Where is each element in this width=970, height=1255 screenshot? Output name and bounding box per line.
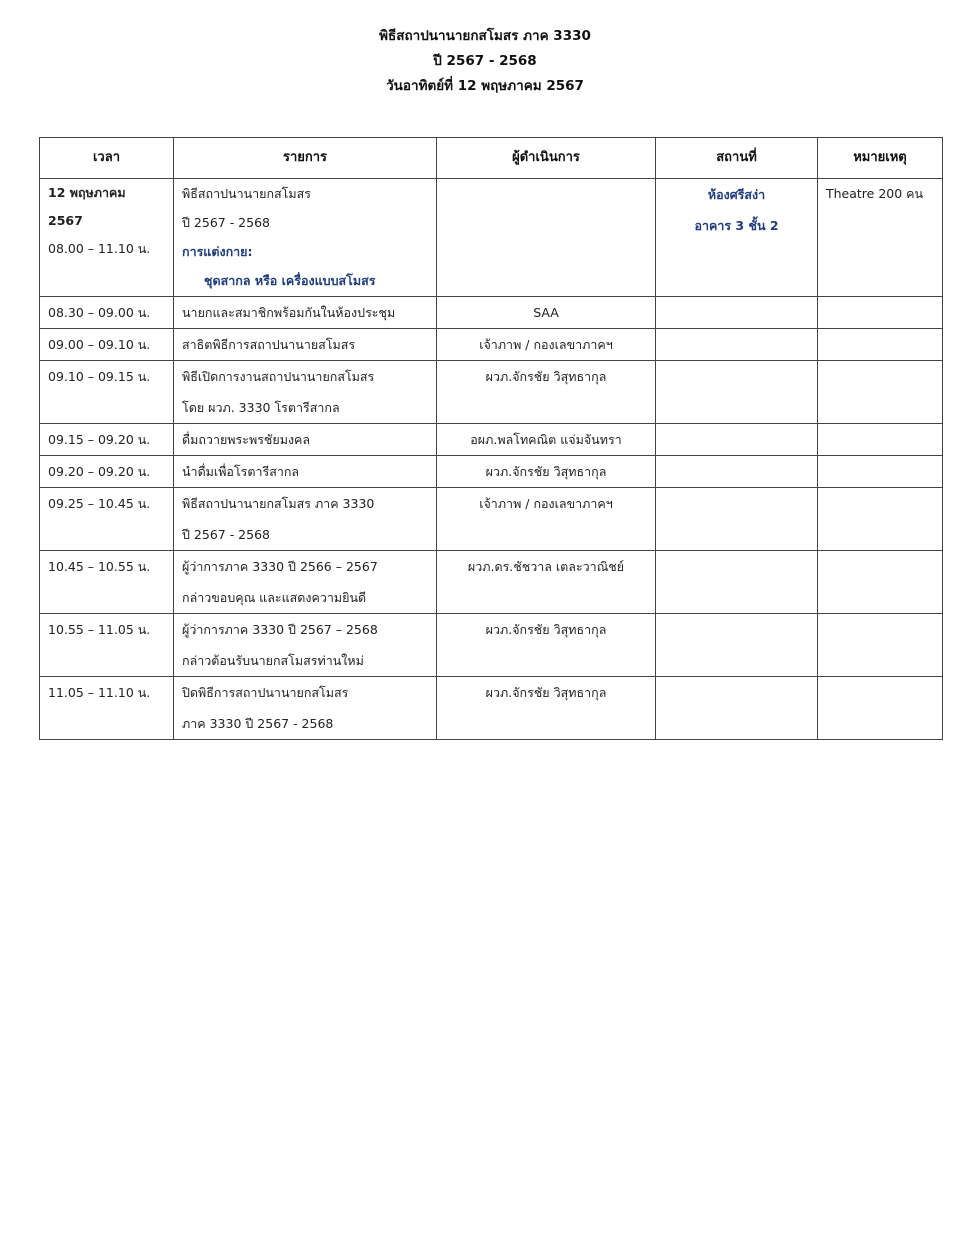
item-cell: [174, 361, 437, 424]
location-cell: [656, 551, 818, 614]
date-line-2: 2567: [48, 213, 83, 228]
title-line-1: พิธีสถาปนานายกสโมสร ภาค 3330: [379, 28, 591, 44]
host-cell: ผวภ.จักรชัย วิสุทธากุล: [437, 361, 656, 424]
table-row: [40, 614, 943, 677]
location-cell: [656, 614, 818, 677]
item-line-2: ปี 2567 - 2568: [182, 527, 270, 542]
note-cell: [818, 677, 943, 740]
host-cell: [437, 179, 656, 297]
location-cell: [656, 424, 818, 456]
host-cell: เจ้าภาพ / กองเลขาภาคฯ: [437, 488, 656, 551]
table-row: [40, 424, 943, 456]
host-cell: ผวภ.ดร.ชัชวาล เตละวาณิชย์: [437, 551, 656, 614]
item-cell: [174, 677, 437, 740]
time-cell: 09.10 – 09.15 น.: [40, 361, 174, 424]
item-cell: [174, 424, 437, 456]
column-header-note: หมายเหตุ: [818, 138, 943, 179]
item-line-2: ปี 2567 - 2568: [182, 215, 270, 230]
item-line-1: พิธีสถาปนานายกสโมสร: [182, 186, 311, 201]
time-cell: 09.20 – 09.20 น.: [40, 456, 174, 488]
location-cell: [656, 456, 818, 488]
dress-code-label: การแต่งกาย:: [182, 244, 253, 259]
document-header: [0, 24, 970, 99]
time-cell: [40, 179, 174, 297]
time-cell: 10.55 – 11.05 น.: [40, 614, 174, 677]
column-header-location: สถานที่: [656, 138, 818, 179]
time-cell: 11.05 – 11.10 น.: [40, 677, 174, 740]
time-cell: 08.30 – 09.00 น.: [40, 297, 174, 329]
item-line-1: ผู้ว่าการภาค 3330 ปี 2566 – 2567: [182, 559, 378, 574]
table-row: [40, 456, 943, 488]
note-cell: [818, 361, 943, 424]
table-row: [40, 488, 943, 551]
table-row: [40, 179, 943, 297]
time-cell: 09.00 – 09.10 น.: [40, 329, 174, 361]
note-cell: [818, 551, 943, 614]
time-range: 08.00 – 11.10 น.: [48, 241, 151, 256]
location-cell: [656, 488, 818, 551]
item-cell: [174, 614, 437, 677]
item-line-2: กล่าวขอบคุณ และแสดงความยินดี: [182, 590, 367, 605]
table-row: [40, 297, 943, 329]
table-header-row: [40, 138, 943, 179]
title-line-2: ปี 2567 - 2568: [433, 53, 537, 69]
table-row: [40, 329, 943, 361]
location-cell: [656, 179, 818, 297]
item-cell: [174, 329, 437, 361]
note-cell: [818, 488, 943, 551]
time-cell: 09.25 – 10.45 น.: [40, 488, 174, 551]
item-cell: [174, 551, 437, 614]
time-cell: 09.15 – 09.20 น.: [40, 424, 174, 456]
table-row: [40, 551, 943, 614]
item-cell: [174, 297, 437, 329]
host-cell: เจ้าภาพ / กองเลขาภาคฯ: [437, 329, 656, 361]
item-cell: [174, 179, 437, 297]
schedule-table: [39, 137, 943, 740]
item-line-1: พิธีสถาปนานายกสโมสร ภาค 3330: [182, 496, 375, 511]
host-cell: SAA: [437, 297, 656, 329]
location-cell: [656, 329, 818, 361]
date-line-1: 12 พฤษภาคม: [48, 185, 126, 200]
item-line-1: ดื่มถวายพระพรชัยมงคล: [182, 432, 311, 447]
item-line-1: นายกและสมาชิกพร้อมกันในห้องประชุม: [182, 305, 396, 320]
item-line-1: ปิดพิธีการสถาปนานายกสโมสร: [182, 685, 349, 700]
host-cell: ผวภ.จักรชัย วิสุทธากุล: [437, 456, 656, 488]
item-line-2: โดย ผวภ. 3330 โรตารีสากล: [182, 400, 340, 415]
column-header-item: รายการ: [174, 138, 437, 179]
location-cell: [656, 297, 818, 329]
note-cell: [818, 456, 943, 488]
host-cell: อผภ.พลโทคณิต แจ่มจันทรา: [437, 424, 656, 456]
note-cell: [818, 329, 943, 361]
location-line-2: อาคาร 3 ชั้น 2: [694, 218, 779, 233]
item-line-2: กล่าวต้อนรับนายกสโมสรท่านใหม่: [182, 653, 364, 668]
item-cell: [174, 456, 437, 488]
note-cell: [818, 424, 943, 456]
host-cell: ผวภ.จักรชัย วิสุทธากุล: [437, 677, 656, 740]
location-line-1: ห้องศรีสง่า: [707, 187, 766, 202]
location-cell: [656, 361, 818, 424]
dress-code-value: ชุดสากล หรือ เครื่องแบบสโมสร: [204, 273, 376, 288]
table-row: [40, 677, 943, 740]
column-header-host: ผู้ดำเนินการ: [437, 138, 656, 179]
host-cell: ผวภ.จักรชัย วิสุทธากุล: [437, 614, 656, 677]
time-cell: 10.45 – 10.55 น.: [40, 551, 174, 614]
table-row: [40, 361, 943, 424]
location-cell: [656, 677, 818, 740]
column-header-time: เวลา: [40, 138, 174, 179]
item-line-1: พิธีเปิดการงานสถาปนานายกสโมสร: [182, 369, 375, 384]
item-line-1: นำดื่มเพื่อโรตารีสากล: [182, 464, 300, 479]
note-cell: Theatre 200 คน: [818, 179, 943, 297]
item-cell: [174, 488, 437, 551]
note-cell: [818, 297, 943, 329]
item-line-2: ภาค 3330 ปี 2567 - 2568: [182, 716, 334, 731]
note-cell: [818, 614, 943, 677]
item-line-1: ผู้ว่าการภาค 3330 ปี 2567 – 2568: [182, 622, 378, 637]
item-line-1: สาธิตพิธีการสถาปนานายสโมสร: [182, 337, 356, 352]
title-line-3: วันอาทิตย์ที่ 12 พฤษภาคม 2567: [386, 78, 584, 94]
